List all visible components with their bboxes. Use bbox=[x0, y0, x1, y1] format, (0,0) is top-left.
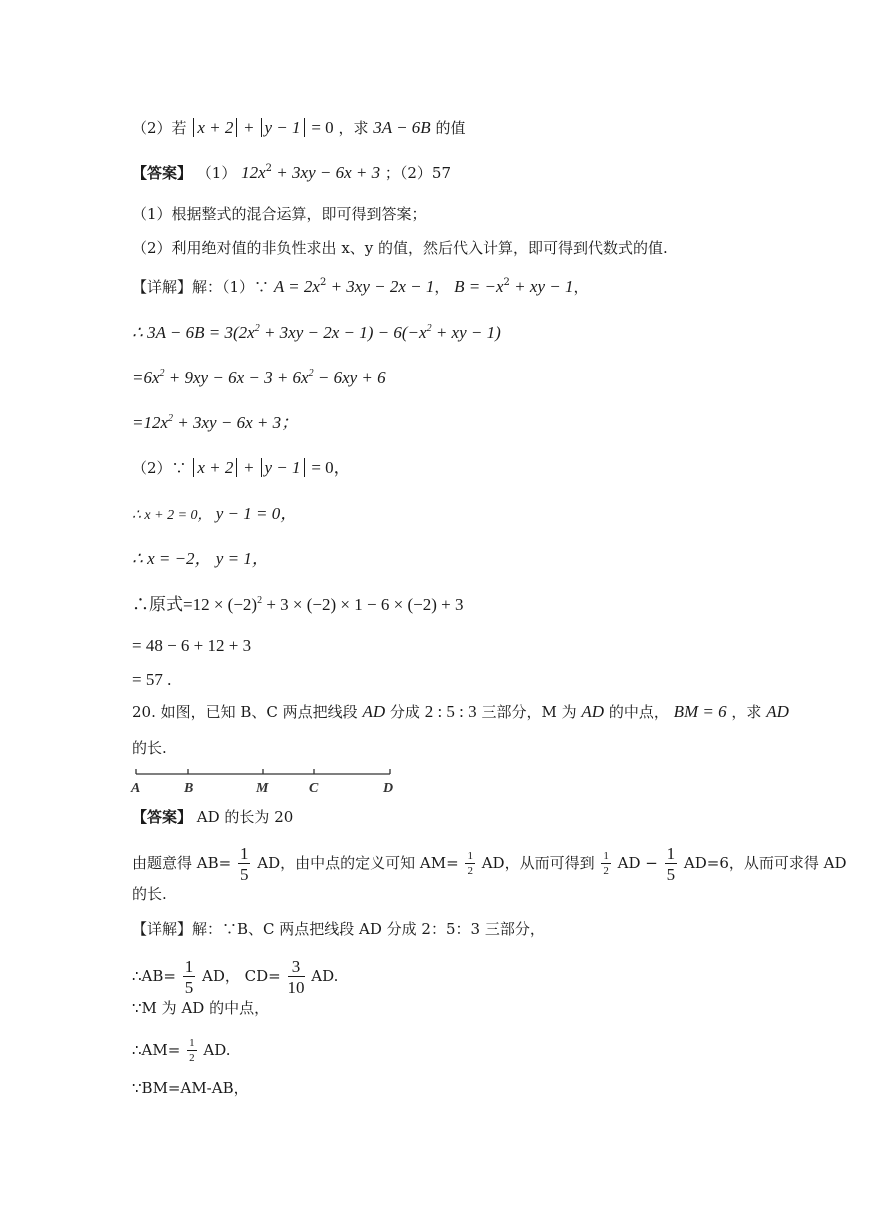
label-m: M bbox=[256, 781, 269, 796]
step-5: ∴ x + 2 = 0， y − 1 = 0， bbox=[132, 504, 298, 523]
step-6: ∴ x = −2， y = 1， bbox=[132, 549, 269, 568]
analysis-2-line-2: 的长. bbox=[132, 885, 167, 903]
step-4: （2）∵ x + 2 + y − 1 = 0， bbox=[132, 458, 351, 477]
answer-1-line: 【答案】 （1） $12x^2 + 3xy - 6x + 3$ ；（2）57 bbox=[132, 163, 452, 182]
step-3: $=12x^2 + 3xy - 6x + 3$； bbox=[132, 413, 299, 432]
step-2: $=6x^2 + 9xy - 6x - 3 + 6x^2 - 6xy + 6$ bbox=[132, 368, 386, 387]
question-2-line: （2）若 x + 2 + y − 1 = 0 ，求 3A − 6B 的值 bbox=[132, 118, 466, 137]
fraction-1-5-b: $\frac{1}{5}$ bbox=[666, 844, 676, 884]
detail-2-line-5: ∵BM=AM-AB， bbox=[132, 1079, 249, 1097]
step-7: ∴原式$=12 \times (-2)^2 + 3 \times (-2) \times 1 - 6 \times (-2) + 3$ bbox=[132, 595, 464, 614]
answer-label: 【答案】 bbox=[132, 164, 193, 182]
detail-1-line: 【详解】解：（1）∵ $A = 2x^2 + 3xy - 2x - 1$， $B = -x^2$ + xy − 1， bbox=[132, 277, 589, 296]
detail-2-line-4: ∴AM= $\frac{1}{2}$ AD. bbox=[132, 1037, 231, 1064]
question-20-line-1: 20. 如图，已知 B、C 两点把线段 AD 分成 2 : 5 : 3 三部分，M 为 AD 的中点， BM = 6 ，求 AD bbox=[132, 702, 789, 721]
fraction-1-5-c: $\frac{1}{5}$ bbox=[184, 957, 194, 997]
fraction-3-10: $\frac{3}{10}$ bbox=[287, 957, 305, 997]
label-a: A bbox=[131, 781, 141, 796]
fraction-1-2-c: $\frac{1}{2}$ bbox=[189, 1037, 195, 1064]
step-8: = 48 − 6 + 12 + 3 bbox=[132, 636, 252, 655]
detail-2-line-2: ∴AB= $\frac{1}{5}$ AD， CD= $\frac{3}{10}$ AD. bbox=[132, 957, 339, 997]
label-d: D bbox=[383, 781, 394, 796]
detail-2-line-3: ∵M 为 AD 的中点， bbox=[132, 999, 270, 1017]
label-c: C bbox=[309, 781, 319, 796]
analysis-1-line-2: （2）利用绝对值的非负性求出 x、y 的值，然后代入计算，即可得到代数式的值. bbox=[132, 239, 668, 257]
analysis-2-line-1: 由题意得 AB= $\frac{1}{5}$ AD，由中点的定义可知 AM= $\frac{1}{2}$ AD，从而可得到 $\frac{1}{2}$ AD − $\frac{1}{5}$ AD=6，从而可求得 AD bbox=[132, 844, 847, 884]
fraction-1-2: $\frac{1}{2}$ bbox=[467, 850, 473, 877]
line-segment-figure bbox=[128, 764, 408, 798]
fraction-1-2-b: $\frac{1}{2}$ bbox=[603, 850, 609, 877]
analysis-1-line-1: （1）根据整式的混合运算，即可得到答案； bbox=[132, 205, 427, 223]
answer-2-line: 【答案】 AD 的长为 20 bbox=[132, 808, 294, 826]
step-9: = 57 . bbox=[132, 670, 172, 689]
step-1: ∴ $3A - 6B = 3(2x^2 + 3xy - 2x - 1) - 6(-x^2$ + xy − 1) bbox=[132, 323, 501, 342]
label-b: B bbox=[184, 781, 194, 796]
detail-2-line-1: 【详解】解：∵B、C 两点把线段 AD 分成 2：5：3 三部分， bbox=[132, 920, 545, 938]
fraction-1-5: $\frac{1}{5}$ bbox=[239, 844, 249, 884]
question-20-line-2: 的长. bbox=[132, 739, 167, 757]
abs-y-minus-1: y − 1 bbox=[261, 118, 305, 137]
abs-x-plus-2: x + 2 bbox=[193, 118, 237, 137]
